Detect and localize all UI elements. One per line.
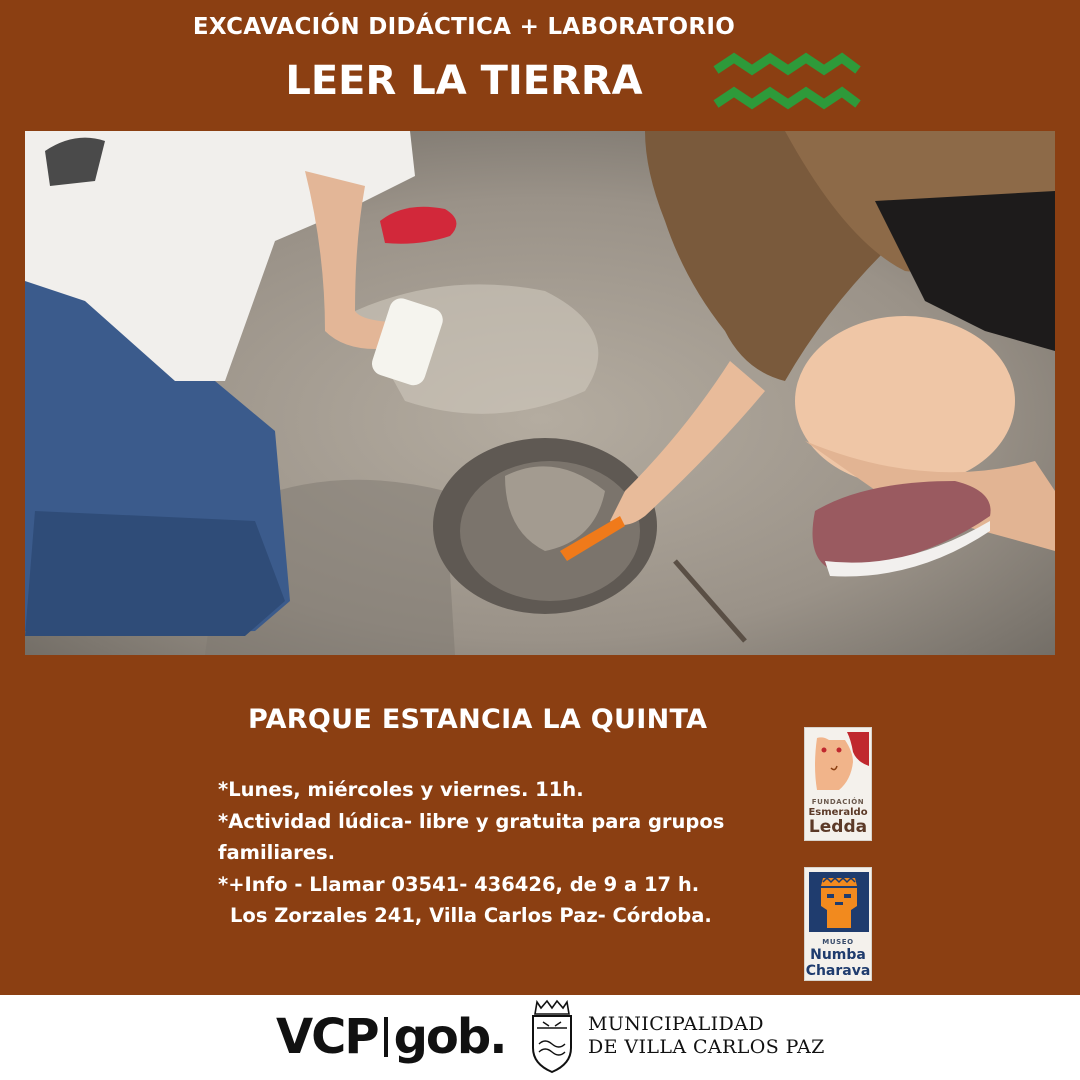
museo-numba-charava-logo: MUSEO Numba Charava [804,867,872,981]
address-text: Los Zorzales 241, Villa Carlos Paz- Córdoba. [230,904,712,927]
fundacion-ledda-logo: FUNDACIÓN Esmeraldo Ledda [804,727,872,841]
vcp-gob-logo: VCP gob. [276,1009,506,1065]
numba-figure-icon [809,872,869,932]
event-info [218,774,778,932]
waves-icon [712,52,862,122]
venue-name: PARQUE ESTANCIA LA QUINTA [248,704,708,735]
activity-text: *Actividad lúdica- libre y gratuita para grupos familiares. [218,809,725,864]
excavation-photo [25,131,1055,655]
footer [0,995,1080,1080]
event-subtitle: EXCAVACIÓN DIDÁCTICA + LABORATORIO [192,14,736,40]
contact-text: *+Info - Llamar 03541- 436426, de 9 a 17 h. [218,872,700,896]
municipality-name: MUNICIPALIDAD DE VILLA CARLOS PAZ [588,1013,825,1058]
logo-separator [384,1017,388,1057]
municipal-crest-icon [527,998,577,1076]
ledda-figure-icon [809,732,869,792]
event-title: LEER LA TIERRA [285,58,643,104]
schedule-text: *Lunes, miércoles y viernes. 11h. [218,778,584,801]
